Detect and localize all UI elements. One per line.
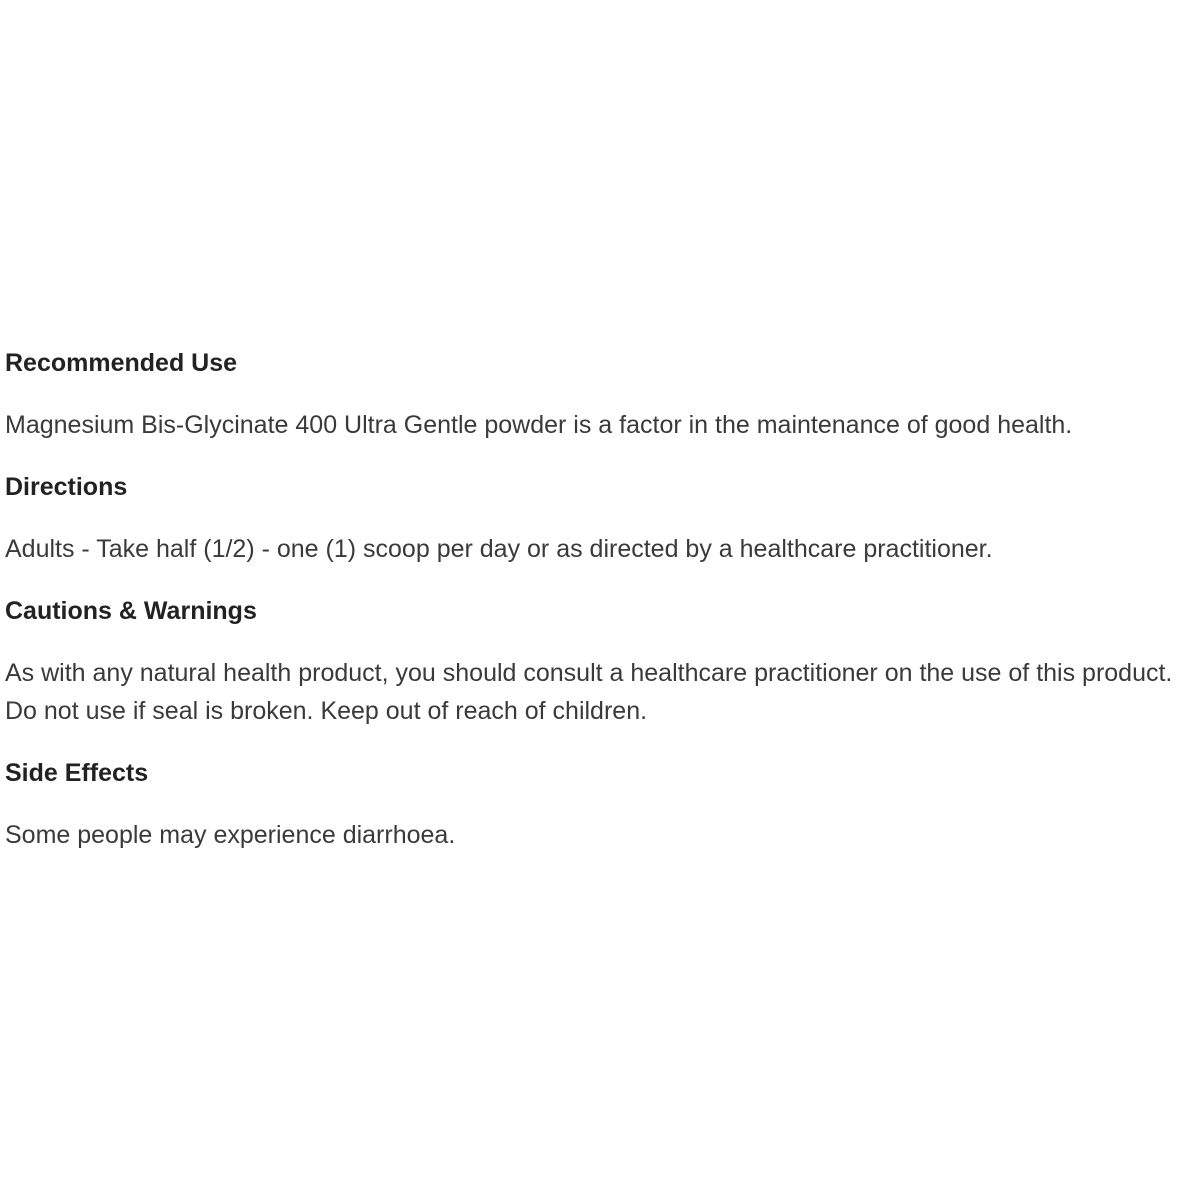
product-info-content	[5, 344, 1195, 878]
section-body-recommended-use: Magnesium Bis-Glycinate 400 Ultra Gentle powder is a factor in the maintenance of good health.	[5, 411, 1073, 439]
section-recommended-use	[5, 344, 1195, 444]
section-side-effects	[5, 754, 1195, 854]
section-body-side-effects: Some people may experience diarrhoea.	[5, 821, 456, 849]
section-heading-recommended-use: Recommended Use	[5, 349, 238, 377]
section-heading-side-effects: Side Effects	[5, 759, 149, 787]
section-directions	[5, 468, 1195, 568]
section-heading-directions: Directions	[5, 473, 128, 501]
section-body-directions: Adults - Take half (1/2) - one (1) scoop per day or as directed by a healthcare practitioner.	[5, 535, 993, 563]
section-body-cautions-warnings: As with any natural health product, you should consult a healthcare practitioner on the use of this product. Do not use if seal is broken. Keep out of reach of children.	[5, 659, 1173, 725]
section-cautions-warnings	[5, 592, 1195, 730]
section-heading-cautions-warnings: Cautions & Warnings	[5, 597, 257, 625]
